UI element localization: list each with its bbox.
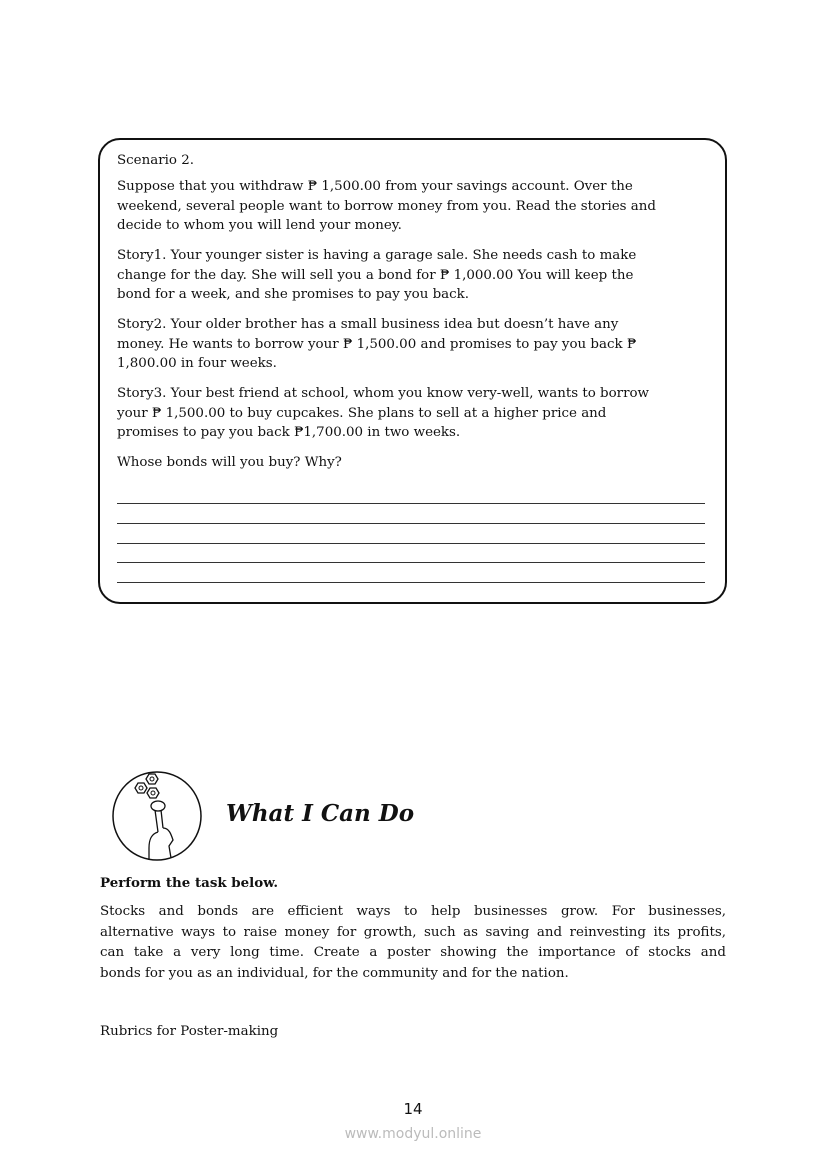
answer-line[interactable]: [117, 562, 705, 563]
intro-line: decide to whom you will lend your money.: [117, 218, 402, 233]
section-title: What I Can Do: [226, 800, 415, 827]
task-instruction: Perform the task below.: [100, 875, 279, 891]
story2-line: Story2. Your older brother has a small business idea but doesn’t have any: [117, 317, 619, 332]
story1-line: Story1. Your younger sister is having a garage sale. She needs cash to make: [117, 248, 637, 263]
story1-line: change for the day. She will sell you a bond for ₱ 1,000.00 You will keep the: [117, 267, 634, 283]
paragraph-line: Stocks and bonds are efficient ways to help businesses grow. For businesses,: [100, 904, 726, 919]
story3-line: promises to pay you back ₱1,700.00 in two weeks.: [117, 425, 461, 440]
intro-line: Suppose that you withdraw ₱ 1,500.00 from your savings account. Over the: [117, 179, 633, 194]
story3-line: Story3. Your best friend at school, whom you know very-well, wants to borrow: [117, 386, 650, 401]
answer-line[interactable]: [117, 582, 705, 583]
story2-line: money. He wants to borrow your ₱ 1,500.00 and promises to pay you back ₱: [117, 336, 637, 352]
paragraph-line: can take a very long time. Create a poster showing the importance of stocks and: [100, 945, 726, 960]
paragraph-line: alternative ways to raise money for growth, such as saving and reinvesting its profits,: [100, 924, 726, 940]
story3-line: your ₱ 1,500.00 to buy cupcakes. She plans to sell at a higher price and: [117, 405, 607, 421]
story2-line: 1,800.00 in four weeks.: [117, 356, 277, 371]
rubrics-heading: Rubrics for Poster-making: [100, 1024, 279, 1039]
scenario-heading: Scenario 2.: [117, 153, 194, 168]
paragraph-line: bonds for you as an individual, for the community and for the nation.: [100, 965, 569, 981]
page-number: 14: [403, 1100, 423, 1118]
answer-line[interactable]: [117, 543, 705, 544]
watermark: www.modyul.online: [344, 1126, 482, 1142]
intro-line: weekend, several people want to borrow money from you. Read the stories and: [117, 198, 656, 214]
story1-line: bond for a week, and she promises to pay you back.: [117, 287, 470, 302]
answer-line[interactable]: [117, 503, 705, 504]
question: Whose bonds will you buy? Why?: [117, 455, 342, 470]
answer-line[interactable]: [117, 523, 705, 524]
hand-with-nuts-icon: [111, 770, 203, 862]
